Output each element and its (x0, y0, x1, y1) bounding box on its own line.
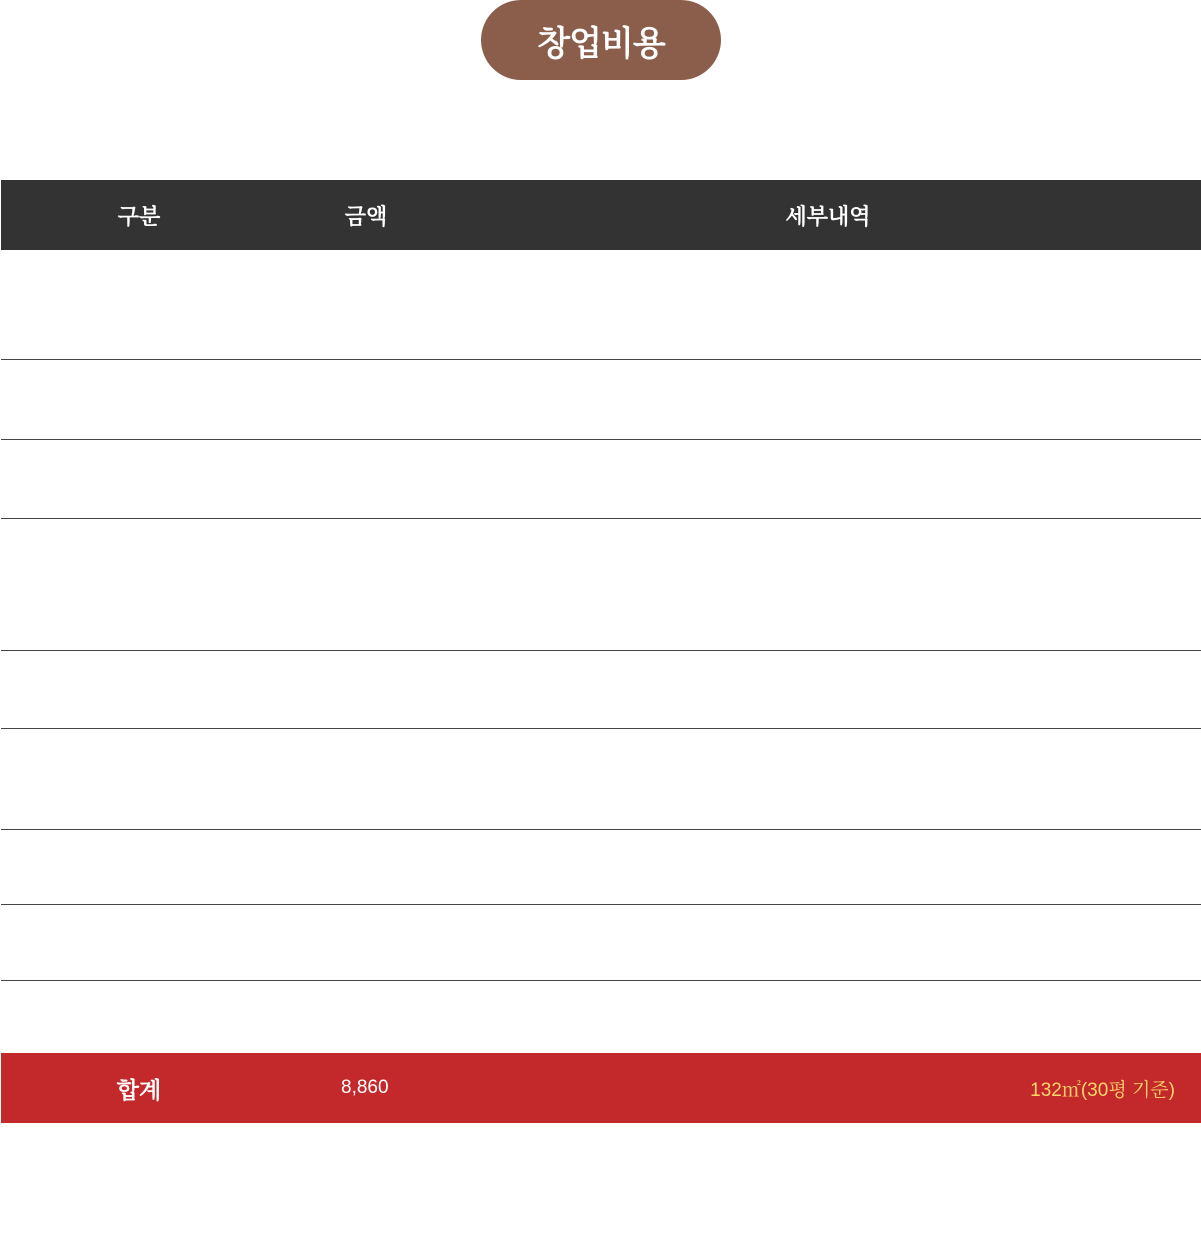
total-row (1, 1053, 1201, 1123)
header-details: 세부내역 (785, 204, 871, 230)
table-row (1, 981, 1201, 1053)
table-row (1, 905, 1201, 981)
total-note: 132㎡(30평 기준) (1030, 1079, 1175, 1101)
table-row (1, 360, 1201, 440)
table-row (1, 651, 1201, 729)
page-title: 창업비용 (481, 0, 721, 80)
header-category: 구분 (117, 204, 161, 230)
table-row (1, 250, 1201, 360)
table-header (1, 180, 1201, 250)
cost-table (1, 180, 1201, 1053)
table-row (1, 440, 1201, 519)
table-row (1, 519, 1201, 651)
table-row (1, 830, 1201, 905)
header-amount: 금액 (344, 204, 388, 230)
table-row (1, 729, 1201, 830)
total-label: 합계 (116, 1077, 162, 1104)
total-amount: 8,860 (341, 1077, 389, 1098)
